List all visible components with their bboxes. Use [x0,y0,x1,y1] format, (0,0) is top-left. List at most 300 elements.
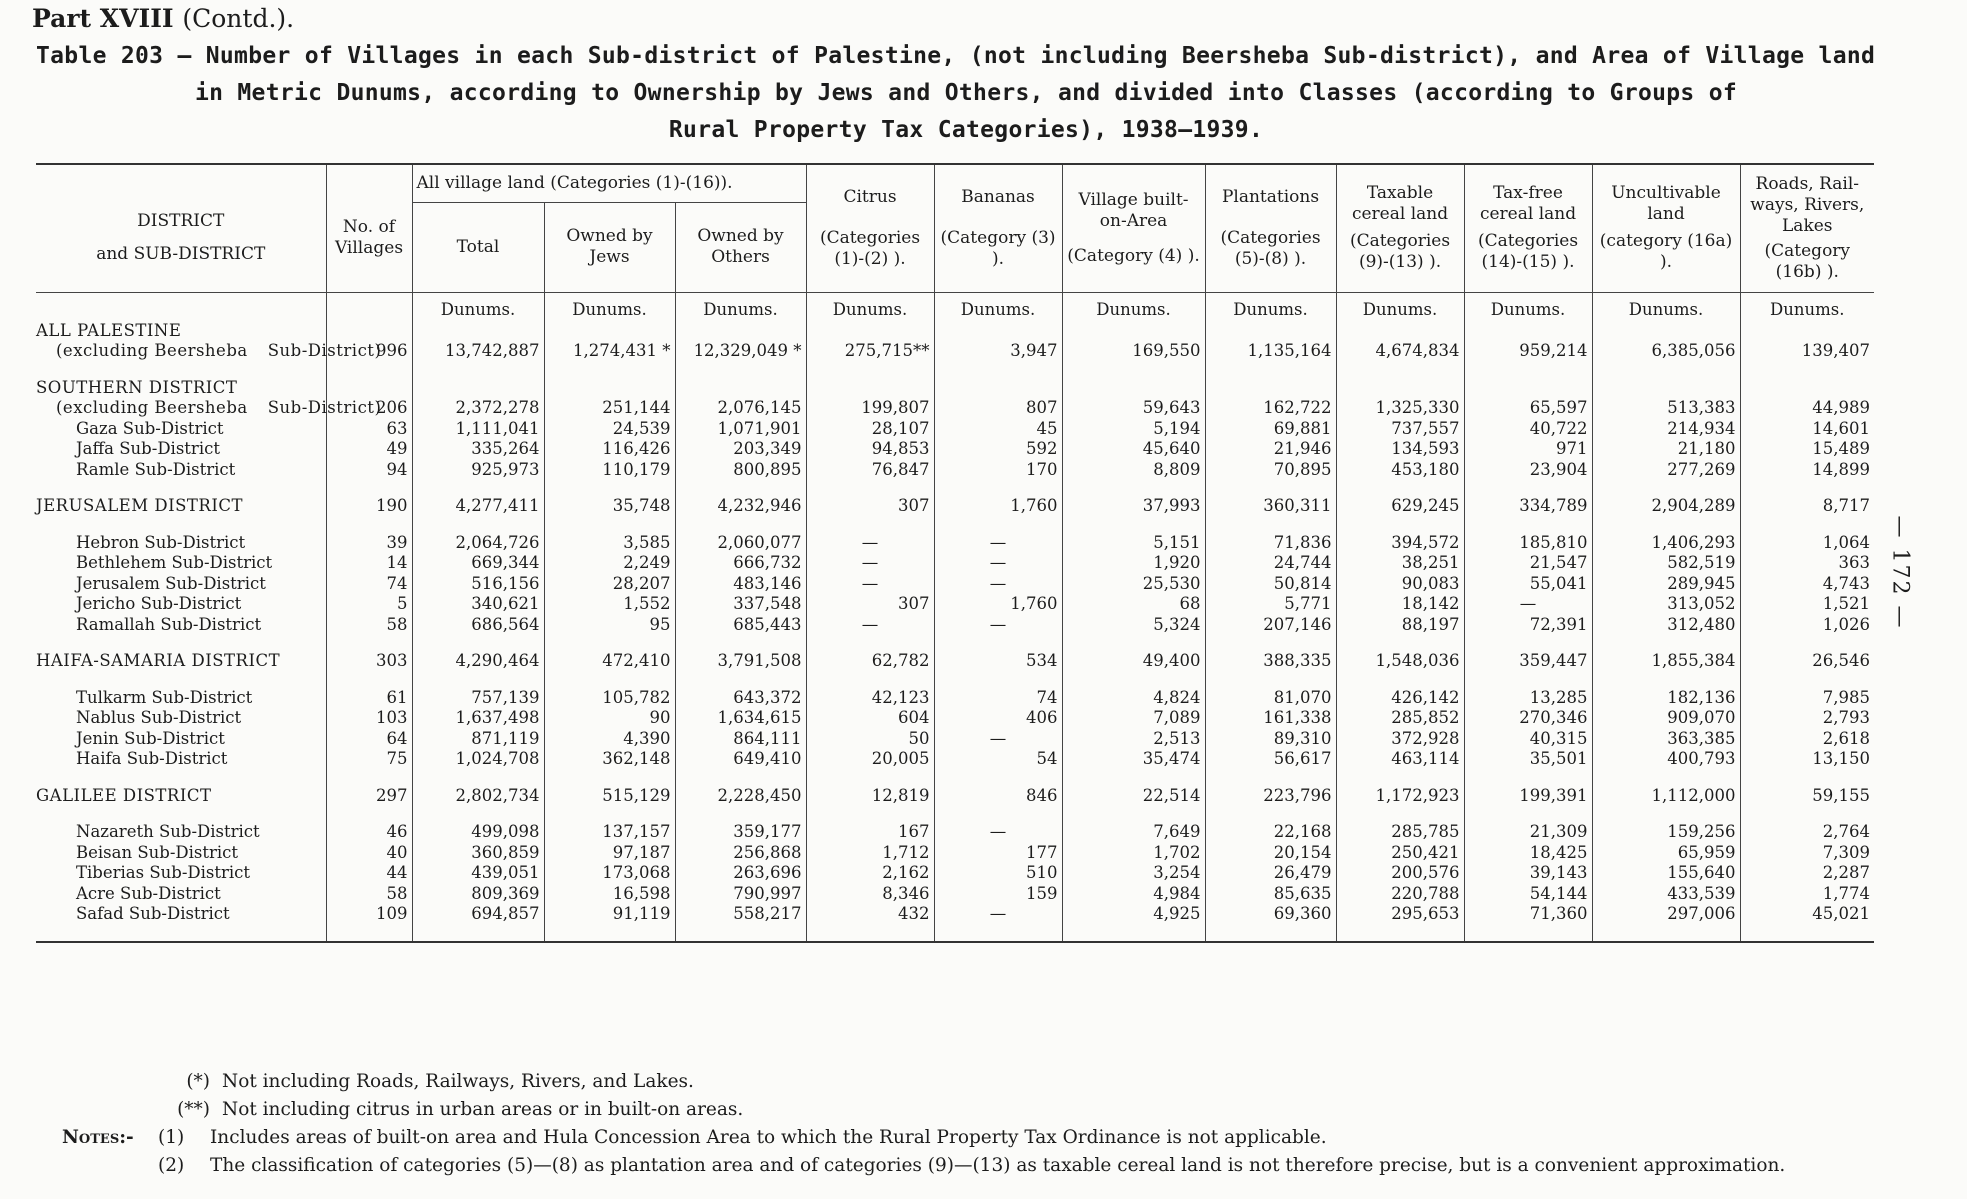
value-cell: 7,309 [1740,843,1874,864]
subdistrict-row [36,822,1874,843]
value-cell: 510 [934,863,1062,884]
others-header: Owned by Others [675,202,806,292]
value-cell: 649,410 [675,749,806,770]
row-name: Jaffa Sub-District [76,439,220,458]
spacer-row [36,362,1874,378]
subdistrict-row [36,460,1874,481]
row-name: Safad Sub-District [76,904,230,923]
value-cell: 94,853 [806,439,934,460]
value-cell: 21,180 [1592,439,1740,460]
value-cell: 270,346 [1464,708,1592,729]
value-cell: 59,643 [1062,378,1205,419]
value-cell: 207,146 [1205,615,1336,636]
note-2: (2) The classification of categories (5)—(8) as plantation area and of categories (9)—(13) as taxable cereal land is not therefore precise, but is a convenient approximation. [158,1155,1786,1176]
row-name: Nablus Sub-District [76,708,242,727]
value-cell: 307 [806,496,934,517]
part-label: Part XVIII [32,4,174,33]
value-cell: 2,249 [544,553,675,574]
row-name: ALL PALESTINE (excluding Beersheba Sub-District) [36,320,382,360]
value-cell: 790,997 [675,884,806,905]
value-cell: 1,172,923 [1336,786,1464,807]
value-cell: 76,847 [806,460,934,481]
value-cell: 433,539 [1592,884,1740,905]
value-cell: 406 [934,708,1062,729]
value-cell: 334,789 [1464,496,1592,517]
subdistrict-row [36,749,1874,770]
value-cell: 1,637,498 [412,708,544,729]
district-row [36,378,1874,419]
value-cell: 4,290,464 [412,651,544,672]
value-cell: 85,635 [1205,884,1336,905]
value-cell: 90 [544,708,675,729]
row-name: Nazareth Sub-District [76,822,260,841]
value-cell: 134,593 [1336,439,1464,460]
value-cell: 4,824 [1062,688,1205,709]
villages-cell: 303 [326,651,412,672]
value-cell: 3,585 [544,533,675,554]
value-cell: 18,142 [1336,594,1464,615]
value-cell: — [806,553,934,574]
villages-table [36,163,1874,943]
value-cell: 971 [1464,439,1592,460]
value-cell: 110,179 [544,460,675,481]
value-cell: 169,550 [1062,321,1205,362]
value-cell: 65,959 [1592,843,1740,864]
value-cell: 170 [934,460,1062,481]
spacer-row [36,517,1874,533]
value-cell: 159 [934,884,1062,905]
value-cell: 360,859 [412,843,544,864]
value-cell: 1,071,901 [675,419,806,440]
value-cell: 81,070 [1205,688,1336,709]
value-cell: — [934,729,1062,750]
title-line-1: Table 203 — Number of Villages in each Sub-district of Palestine, (not including Beersheba Sub-district), and Area of Village land [36,43,1876,69]
value-cell: 400,793 [1592,749,1740,770]
district-row [36,651,1874,672]
value-cell: 16,598 [544,884,675,905]
value-cell: 432 [806,904,934,925]
value-cell: 200,576 [1336,863,1464,884]
value-cell: 13,285 [1464,688,1592,709]
bananas-header: Bananas (Category (3) ). [934,164,1062,292]
uncultivable-header: Uncultivable land (category (16a) ). [1592,164,1740,292]
value-cell: 59,155 [1740,786,1874,807]
value-cell: 14,899 [1740,460,1874,481]
villages-cell: 61 [326,688,412,709]
spacer-row [36,925,1874,942]
value-cell: 4,743 [1740,574,1874,595]
value-cell: 15,489 [1740,439,1874,460]
value-cell: 499,098 [412,822,544,843]
villages-cell: 297 [326,786,412,807]
value-cell: 70,895 [1205,460,1336,481]
value-cell: 463,114 [1336,749,1464,770]
villages-header: No. of Villages [326,164,412,292]
subdistrict-row [36,708,1874,729]
subdistrict-row [36,688,1874,709]
value-cell: 669,344 [412,553,544,574]
value-cell: 28,107 [806,419,934,440]
value-cell: — [934,553,1062,574]
value-cell: 363 [1740,553,1874,574]
value-cell: 340,621 [412,594,544,615]
total-header: Total [412,202,544,292]
value-cell: 55,041 [1464,574,1592,595]
value-cell: 2,513 [1062,729,1205,750]
value-cell: 959,214 [1464,321,1592,362]
value-cell: 5,151 [1062,533,1205,554]
value-cell: 313,052 [1592,594,1740,615]
value-cell: 359,177 [675,822,806,843]
value-cell: 7,985 [1740,688,1874,709]
villages-cell: 40 [326,843,412,864]
value-cell: 22,168 [1205,822,1336,843]
value-cell: 363,385 [1592,729,1740,750]
subdistrict-row [36,863,1874,884]
villages-cell: 190 [326,496,412,517]
row-name: Tulkarm Sub-District [76,687,253,707]
subdistrict-row [36,594,1874,615]
district-header: DISTRICT and SUB-DISTRICT [36,164,326,292]
citrus-header: Citrus (Categories (1)-(2) ). [806,164,934,292]
row-name: SOUTHERN DISTRICT (excluding Beersheba Sub-District) [36,377,382,417]
value-cell: 25,530 [1062,574,1205,595]
value-cell: 925,973 [412,460,544,481]
value-cell: 1,855,384 [1592,651,1740,672]
value-cell: 3,791,508 [675,651,806,672]
subdistrict-row [36,843,1874,864]
villages-cell: 996 [326,321,412,362]
value-cell: 809,369 [412,884,544,905]
value-cell: 182,136 [1592,688,1740,709]
value-cell: 185,810 [1464,533,1592,554]
villages-cell: 109 [326,904,412,925]
row-name: Jenin Sub-District [76,728,225,748]
value-cell: 214,934 [1592,419,1740,440]
subdistrict-row [36,574,1874,595]
value-cell: 35,748 [544,496,675,517]
value-cell: 173,068 [544,863,675,884]
value-cell: 1,274,431 * [544,321,675,362]
value-cell: 1,702 [1062,843,1205,864]
value-cell: 45,021 [1740,904,1874,925]
value-cell: 12,819 [806,786,934,807]
value-cell: 220,788 [1336,884,1464,905]
value-cell: 1,064 [1740,533,1874,554]
value-cell: 1,712 [806,843,934,864]
value-cell: 426,142 [1336,688,1464,709]
row-name: Jericho Sub-District [76,594,242,613]
value-cell: 4,277,411 [412,496,544,517]
villages-cell: 5 [326,594,412,615]
value-cell: 757,139 [412,688,544,709]
value-cell: 686,564 [412,615,544,636]
value-cell: 362,148 [544,749,675,770]
note-1: Notes:- (1) Includes areas of built-on area and Hula Concession Area to which the Rural Property Tax Ordinance is not applicable. [62,1127,1327,1148]
value-cell: 62,782 [806,651,934,672]
value-cell: 23,904 [1464,460,1592,481]
value-cell: 864,111 [675,729,806,750]
value-cell: 372,928 [1336,729,1464,750]
value-cell: 22,514 [1062,786,1205,807]
value-cell: 604 [806,708,934,729]
value-cell: 250,421 [1336,843,1464,864]
plantations-header: Plantations (Categories (5)-(8) ). [1205,164,1336,292]
villages-cell: 206 [326,378,412,419]
value-cell: 666,732 [675,553,806,574]
value-cell: 68 [1062,594,1205,615]
value-cell: 3,947 [934,321,1062,362]
value-cell: 139,407 [1740,321,1874,362]
value-cell: 177 [934,843,1062,864]
value-cell: 38,251 [1336,553,1464,574]
value-cell: 199,807 [806,378,934,419]
value-cell: 45 [934,419,1062,440]
value-cell: 74 [934,688,1062,709]
district-row [36,321,1874,362]
value-cell: 26,479 [1205,863,1336,884]
value-cell: 2,618 [1740,729,1874,750]
value-cell: 2,287 [1740,863,1874,884]
value-cell: 1,760 [934,594,1062,615]
row-name: Gaza Sub-District [76,418,224,438]
value-cell: 3,254 [1062,863,1205,884]
part-contd: (Contd.). [182,4,295,33]
value-cell: 1,920 [1062,553,1205,574]
value-cell: — [806,533,934,554]
value-cell: 1,406,293 [1592,533,1740,554]
district-row [36,786,1874,807]
spacer-row [36,806,1874,822]
spacer-row [36,770,1874,786]
value-cell: 137,157 [544,822,675,843]
value-cell: 5,194 [1062,419,1205,440]
units-row: Dunums. Dunums. Dunums. Dunums. Dunums. Dunums. Dunums. Dunums. Dunums. Dunums. Dunums. [36,292,1874,321]
row-name: Acre Sub-District [76,883,221,903]
value-cell: 37,993 [1062,496,1205,517]
value-cell: 7,649 [1062,822,1205,843]
value-cell: 40,722 [1464,419,1592,440]
value-cell: 4,925 [1062,904,1205,925]
value-cell: 360,311 [1205,496,1336,517]
row-name: Beisan Sub-District [76,842,239,862]
value-cell: 39,143 [1464,863,1592,884]
value-cell: 116,426 [544,439,675,460]
value-cell: 28,207 [544,574,675,595]
villages-cell: 58 [326,615,412,636]
value-cell: 1,112,000 [1592,786,1740,807]
value-cell: 1,135,164 [1205,321,1336,362]
row-name: Jerusalem Sub-District [76,573,266,593]
value-cell: — [934,822,1062,843]
value-cell: 1,760 [934,496,1062,517]
value-cell: 737,557 [1336,419,1464,440]
value-cell: 5,324 [1062,615,1205,636]
value-cell: 14,601 [1740,419,1874,440]
value-cell: 2,076,145 [675,378,806,419]
value-cell: 159,256 [1592,822,1740,843]
value-cell: 45,640 [1062,439,1205,460]
subdistrict-row [36,439,1874,460]
subdistrict-row [36,553,1874,574]
value-cell: 871,119 [412,729,544,750]
villages-cell: 94 [326,460,412,481]
value-cell: 7,089 [1062,708,1205,729]
value-cell: 359,447 [1464,651,1592,672]
value-cell: 12,329,049 * [675,321,806,362]
subdistrict-row [36,729,1874,750]
value-cell: — [806,615,934,636]
value-cell: 295,653 [1336,904,1464,925]
value-cell: 2,060,077 [675,533,806,554]
value-cell: 24,744 [1205,553,1336,574]
value-cell: 394,572 [1336,533,1464,554]
value-cell: 643,372 [675,688,806,709]
value-cell: 582,519 [1592,553,1740,574]
value-cell: 2,764 [1740,822,1874,843]
value-cell: 534 [934,651,1062,672]
value-cell: 26,546 [1740,651,1874,672]
value-cell: 312,480 [1592,615,1740,636]
jews-header: Owned by Jews [544,202,675,292]
value-cell: 71,360 [1464,904,1592,925]
value-cell: 20,005 [806,749,934,770]
villages-cell: 63 [326,419,412,440]
value-cell: 472,410 [544,651,675,672]
villages-cell: 14 [326,553,412,574]
value-cell: 1,774 [1740,884,1874,905]
row-name: Hebron Sub-District [76,532,246,552]
value-cell: 155,640 [1592,863,1740,884]
value-cell: 20,154 [1205,843,1336,864]
row-name: Tiberias Sub-District [76,863,251,882]
value-cell: 24,539 [544,419,675,440]
row-name: Ramallah Sub-District [76,614,262,634]
value-cell: 44,989 [1740,378,1874,419]
value-cell: 1,552 [544,594,675,615]
value-cell: 289,945 [1592,574,1740,595]
spacer-row [36,635,1874,651]
value-cell: 629,245 [1336,496,1464,517]
value-cell: 558,217 [675,904,806,925]
value-cell: 307 [806,594,934,615]
villages-cell: 44 [326,863,412,884]
value-cell: 453,180 [1336,460,1464,481]
value-cell: 800,895 [675,460,806,481]
value-cell: 91,119 [544,904,675,925]
value-cell: 592 [934,439,1062,460]
value-cell: 1,325,330 [1336,378,1464,419]
value-cell: 90,083 [1336,574,1464,595]
value-cell: 483,146 [675,574,806,595]
value-cell: 8,809 [1062,460,1205,481]
value-cell: — [934,904,1062,925]
value-cell: — [934,533,1062,554]
value-cell: 56,617 [1205,749,1336,770]
value-cell: 1,024,708 [412,749,544,770]
subdistrict-row [36,884,1874,905]
value-cell: 8,717 [1740,496,1874,517]
value-cell: 4,232,946 [675,496,806,517]
value-cell: 2,228,450 [675,786,806,807]
taxable-header: Taxable cereal land (Categories (9)-(13) ). [1336,164,1464,292]
row-name: JERUSALEM DISTRICT [36,496,243,515]
spacer-row [36,672,1874,688]
value-cell: 846 [934,786,1062,807]
row-name: HAIFA-SAMARIA DISTRICT [36,651,281,670]
value-cell: 50,814 [1205,574,1336,595]
value-cell: 5,771 [1205,594,1336,615]
villages-cell: 64 [326,729,412,750]
district-row [36,496,1874,517]
value-cell: 2,793 [1740,708,1874,729]
value-cell: 8,346 [806,884,934,905]
row-name: Haifa Sub-District [76,749,228,768]
value-cell: — [806,574,934,595]
value-cell: 35,501 [1464,749,1592,770]
value-cell: 89,310 [1205,729,1336,750]
villages-cell: 46 [326,822,412,843]
subdistrict-row [36,615,1874,636]
roads-header: Roads, Rail-ways, Rivers, Lakes (Category (16b) ). [1740,164,1874,292]
row-name: GALILEE DISTRICT [36,785,212,805]
value-cell: 2,802,734 [412,786,544,807]
value-cell: 694,857 [412,904,544,925]
value-cell: 277,269 [1592,460,1740,481]
value-cell: 42,123 [806,688,934,709]
title-line-2: in Metric Dunums, according to Ownership by Jews and Others, and divided into Classes (according to Groups of [194,80,1738,106]
value-cell: 65,597 [1464,378,1592,419]
value-cell: 162,722 [1205,378,1336,419]
value-cell: 49,400 [1062,651,1205,672]
villages-cell: 103 [326,708,412,729]
value-cell: 40,315 [1464,729,1592,750]
value-cell: 13,742,887 [412,321,544,362]
villages-cell: 39 [326,533,412,554]
value-cell: 105,782 [544,688,675,709]
value-cell: — [934,615,1062,636]
villages-cell: 74 [326,574,412,595]
value-cell: 167 [806,822,934,843]
value-cell: 1,026 [1740,615,1874,636]
title-line-3: Rural Property Tax Categories), 1938—1939. [668,117,1264,143]
value-cell: 35,474 [1062,749,1205,770]
value-cell: 285,785 [1336,822,1464,843]
value-cell: 1,111,041 [412,419,544,440]
value-cell: 50 [806,729,934,750]
value-cell: 21,547 [1464,553,1592,574]
value-cell: 335,264 [412,439,544,460]
value-cell: 513,383 [1592,378,1740,419]
value-cell: 909,070 [1592,708,1740,729]
value-cell: 54 [934,749,1062,770]
value-cell: 2,904,289 [1592,496,1740,517]
value-cell: 71,836 [1205,533,1336,554]
value-cell: 21,946 [1205,439,1336,460]
value-cell: 285,852 [1336,708,1464,729]
builtup-header: Village built-on-Area (Category (4) ). [1062,164,1205,292]
value-cell: 275,715** [806,321,934,362]
value-cell: 251,144 [544,378,675,419]
value-cell: 6,385,056 [1592,321,1740,362]
value-cell: 439,051 [412,863,544,884]
all-land-header: All village land (Categories (1)-(16)). [412,164,806,202]
value-cell: 2,162 [806,863,934,884]
value-cell: 2,372,278 [412,378,544,419]
value-cell: 1,521 [1740,594,1874,615]
value-cell: 297,006 [1592,904,1740,925]
value-cell: 516,156 [412,574,544,595]
